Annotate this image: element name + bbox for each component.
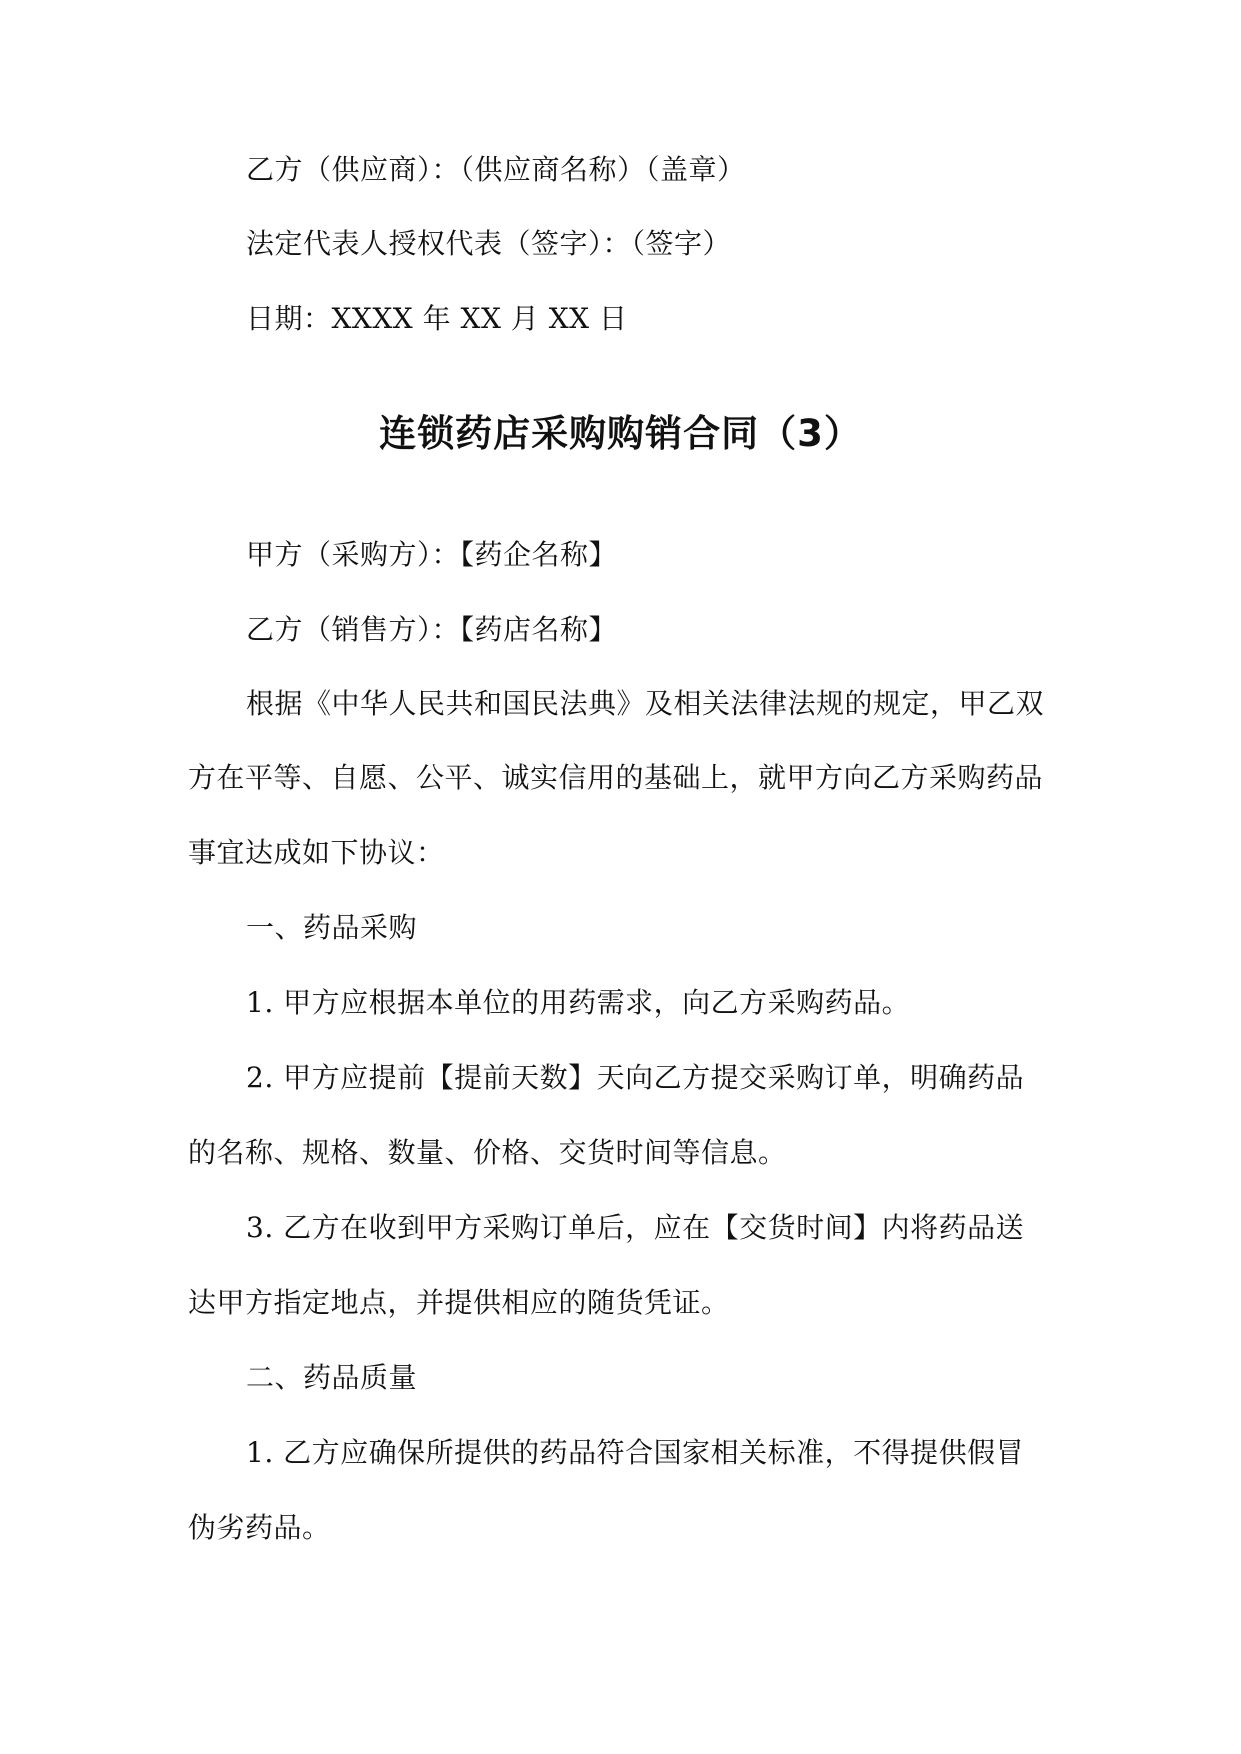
contract-title: 连锁药店采购购销合同（3） bbox=[379, 412, 862, 455]
preamble-line: 事宜达成如下协议： bbox=[188, 836, 445, 869]
clause-line: 1. 甲方应根据本单位的用药需求，向乙方采购药品。 bbox=[246, 986, 911, 1019]
section-heading: 二、药品质量 bbox=[246, 1361, 418, 1394]
preamble-line: 根据《中华人民共和国民法典》及相关法律法规的规定，甲乙双 bbox=[246, 687, 1045, 720]
clause-line: 伪劣药品。 bbox=[188, 1511, 331, 1544]
clause-line: 1. 乙方应确保所提供的药品符合国家相关标准，不得提供假冒 bbox=[246, 1436, 1025, 1469]
clause-line: 达甲方指定地点，并提供相应的随货凭证。 bbox=[188, 1286, 730, 1319]
clause-line: 3. 乙方在收到甲方采购订单后，应在【交货时间】内将药品送 bbox=[246, 1211, 1025, 1244]
party-b-line: 乙方（销售方）：【药店名称】 bbox=[246, 613, 618, 646]
section-heading: 一、药品采购 bbox=[246, 911, 418, 944]
signature-date: 日期：XXXX 年 XX 月 XX 日 bbox=[246, 302, 628, 335]
signature-representative: 法定代表人授权代表（签字）：（签字） bbox=[246, 227, 732, 260]
clause-line: 2. 甲方应提前【提前天数】天向乙方提交采购订单，明确药品 bbox=[246, 1061, 1025, 1094]
signature-party-b: 乙方（供应商）：（供应商名称）（盖章） bbox=[246, 153, 746, 186]
clause-line: 的名称、规格、数量、价格、交货时间等信息。 bbox=[188, 1136, 787, 1169]
preamble-line: 方在平等、自愿、公平、诚实信用的基础上，就甲方向乙方采购药品 bbox=[188, 761, 1044, 794]
party-a-line: 甲方（采购方）：【药企名称】 bbox=[246, 538, 618, 571]
